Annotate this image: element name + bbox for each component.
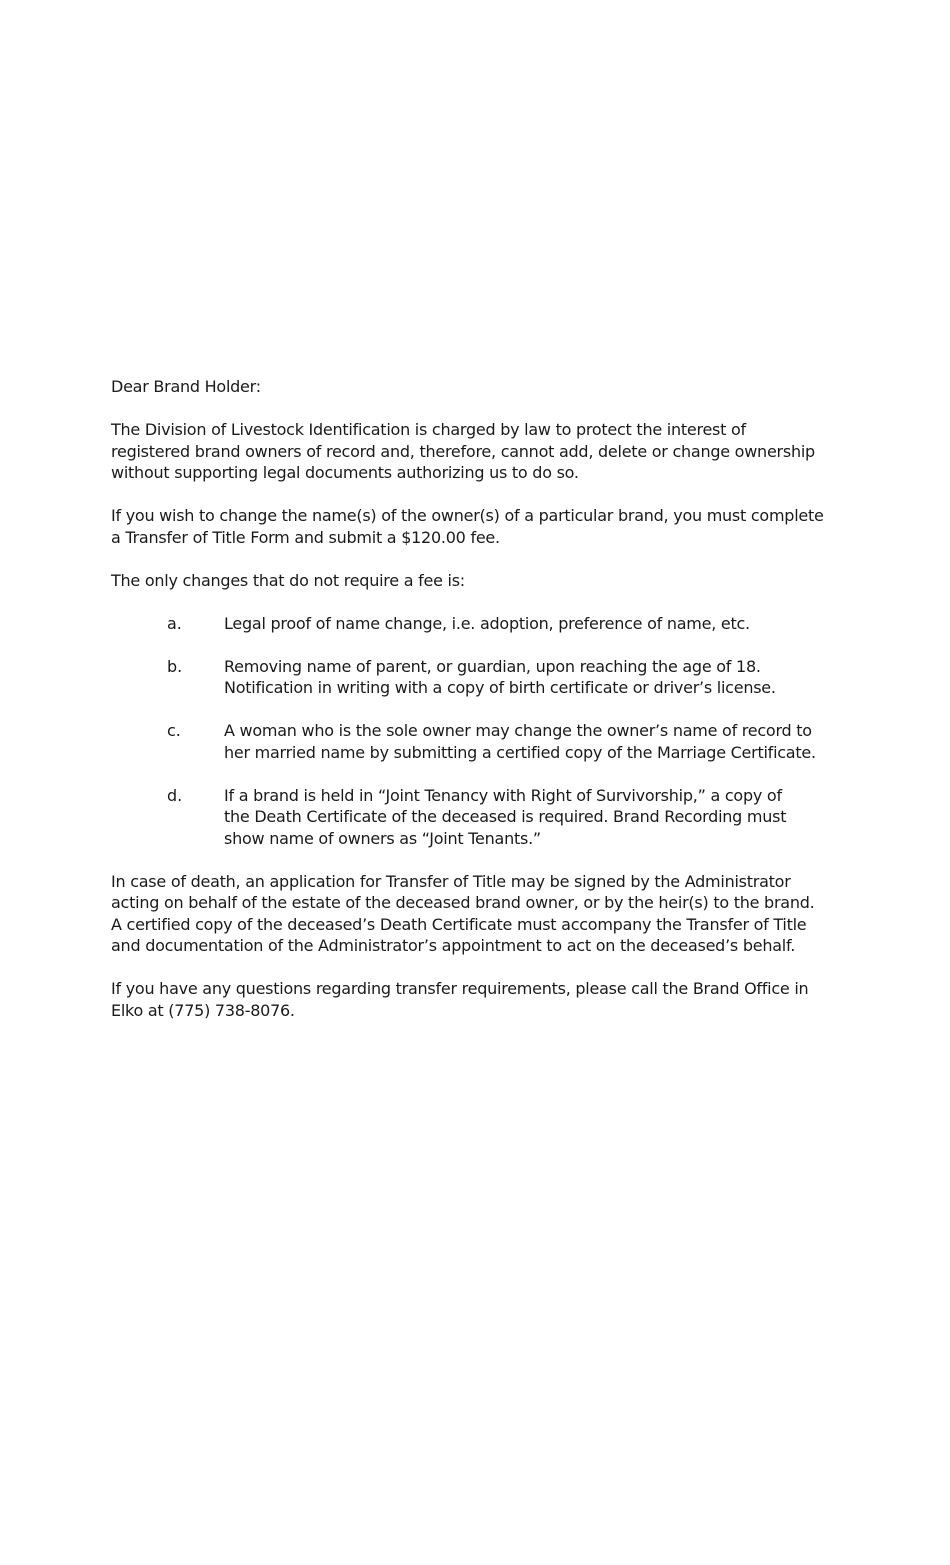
paragraph-line: Elko at (775) 738-8076. — [111, 1000, 295, 1020]
paragraph-contact — [111, 978, 841, 1021]
paragraph-no-fee-intro — [111, 570, 841, 592]
paragraph-line: registered brand owners of record and, therefore, cannot add, delete or change ownership — [111, 441, 815, 461]
greeting-line: Dear Brand Holder: — [111, 377, 261, 396]
letter-body — [111, 376, 841, 1043]
list-item — [111, 613, 841, 635]
list-marker: d. — [167, 785, 183, 805]
paragraph-line: A certified copy of the deceased’s Death Certificate must accompany the Transfer of Title — [111, 914, 807, 934]
greeting — [111, 376, 841, 398]
paragraph-division-duty — [111, 419, 841, 484]
paragraph-line: The Division of Livestock Identification is charged by law to protect the interest of — [111, 420, 746, 439]
list-item-line: Notification in writing with a copy of birth certificate or driver’s license. — [224, 678, 776, 697]
list-marker: c. — [167, 721, 181, 740]
paragraph-line: If you have any questions regarding transfer requirements, please call the Brand Office in — [111, 979, 809, 998]
list-item-line: the Death Certificate of the deceased is required. Brand Recording must — [224, 807, 787, 826]
list-item-line: Removing name of parent, or guardian, upon reaching the age of 18. — [224, 656, 761, 676]
paragraph-transfer-fee — [111, 505, 841, 548]
list-marker: b. — [167, 656, 183, 676]
no-fee-changes-list — [111, 613, 841, 850]
paragraph-line: a Transfer of Title Form and submit a $120.00 fee. — [111, 527, 500, 547]
list-item-line: If a brand is held in “Joint Tenancy with Right of Survivorship,” a copy of — [224, 785, 782, 805]
paragraph-line: without supporting legal documents authorizing us to do so. — [111, 463, 579, 482]
paragraph-line: If you wish to change the name(s) of the owner(s) of a particular brand, you must complete — [111, 506, 824, 525]
paragraph-line: and documentation of the Administrator’s appointment to act on the deceased’s behalf. — [111, 936, 796, 955]
list-item-line: her married name by submitting a certified copy of the Marriage Certificate. — [224, 742, 816, 762]
list-marker: a. — [167, 613, 182, 633]
list-item-line: Legal proof of name change, i.e. adoption, preference of name, etc. — [224, 613, 750, 633]
list-item — [111, 656, 841, 699]
paragraph-line: The only changes that do not require a fee is: — [111, 570, 465, 590]
paragraph-line: In case of death, an application for Transfer of Title may be signed by the Administrator — [111, 871, 791, 891]
list-item-line: A woman who is the sole owner may change the owner’s name of record to — [224, 721, 812, 740]
paragraph-death-transfer — [111, 871, 841, 957]
list-item — [111, 785, 841, 850]
list-item-line: show name of owners as “Joint Tenants.” — [224, 828, 541, 848]
list-item — [111, 720, 841, 763]
paragraph-line: acting on behalf of the estate of the deceased brand owner, or by the heir(s) to the brand. — [111, 893, 815, 912]
